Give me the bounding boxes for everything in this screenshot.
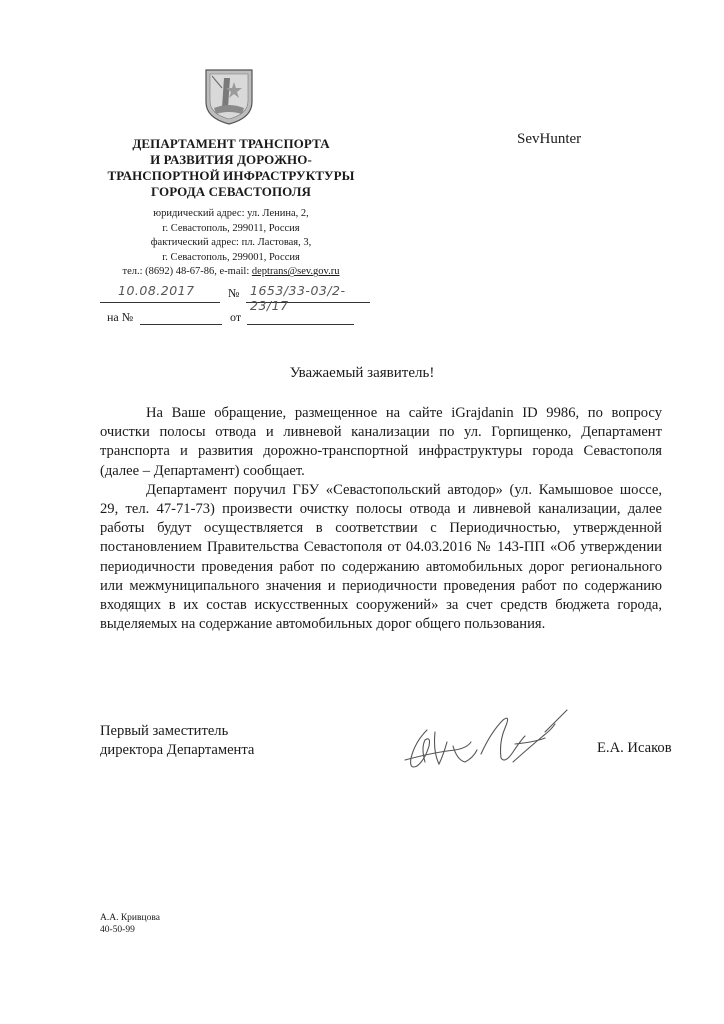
registration-date: 10.08.2017 [118, 283, 195, 298]
department-title-line: ГОРОДА СЕВАСТОПОЛЯ [150, 184, 312, 199]
email-link[interactable]: deptrans@sev.gov.ru [251, 266, 340, 278]
registration-number: 1653/33-03/2-23/17 [250, 283, 346, 313]
number-label: № [228, 286, 240, 300]
coat-of-arms-icon [204, 68, 254, 126]
phone-text: тел.: (8692) 48-67-86, e-mail: [122, 266, 252, 278]
from-label: от [230, 310, 242, 324]
reference-line [107, 310, 367, 330]
executor-name: А.А. Кривцова [100, 913, 160, 923]
address-line: фактический адрес: пл. Ластовая, 3, [150, 237, 312, 249]
address-line: г. Севастополь, 299001, Россия [162, 251, 300, 263]
address-line: г. Севастополь, 299011, Россия [162, 222, 300, 234]
body-paragraph: Департамент поручил ГБУ «Севастопольский автодор» (ул. Камышовое шоссе, 29, тел. 47-71-73) произвести очистку полосы отвода и ливневой канализации, далее работы будут осуществляется в соответствии с Периодичностью, утвержденной постановлением Правительства Севастополя от 04.03.2016 № 143-ПП «Об утверждении периодичности проведения работ по содержанию автомобильных дорог регионального или межмуниципального значения и периодичности проведения работ по содержанию входящих в их состав искусственных сооружений» за счет средств бюджета города, выделяемых на содержание автомобильных дорог общего пользования. [100, 481, 662, 633]
reference-label: на № [107, 310, 134, 324]
signatory-name: Е.А. Исаков [597, 740, 672, 756]
signatory-title-line: директора Департамента [100, 742, 255, 758]
registration-line [100, 283, 370, 313]
handwritten-signature [395, 702, 580, 780]
department-title-line: ДЕПАРТАМЕНТ ТРАНСПОРТА [132, 136, 330, 151]
signatory-title-line: Первый заместитель [100, 723, 229, 739]
letter-body [100, 404, 662, 634]
address-block [96, 207, 366, 280]
executor-info [100, 912, 160, 936]
department-title [96, 136, 366, 200]
executor-phone: 40-50-99 [100, 925, 135, 935]
department-title-line: ТРАНСПОРТНОЙ ИНФРАСТРУКТУРЫ [107, 168, 355, 183]
department-title-line: И РАЗВИТИЯ ДОРОЖНО- [150, 152, 312, 167]
body-paragraph: На Ваше обращение, размещенное на сайте iGrajdanin ID 9986, по вопросу очистки полосы отвода и ливневой канализации по ул. Горпищенко, Департамент транспорта и развития дорожно-транспортной инфраструктуры города Севастополя (далее – Департамент) сообщает. [100, 405, 662, 479]
greeting: Уважаемый заявитель! [289, 365, 435, 381]
signatory-title [100, 722, 254, 760]
reference-blank [140, 310, 222, 325]
from-blank [247, 310, 354, 325]
recipient-name: SevHunter [517, 131, 582, 147]
contact-line [96, 265, 366, 280]
address-line: юридический адрес: ул. Ленина, 2, [153, 208, 309, 219]
